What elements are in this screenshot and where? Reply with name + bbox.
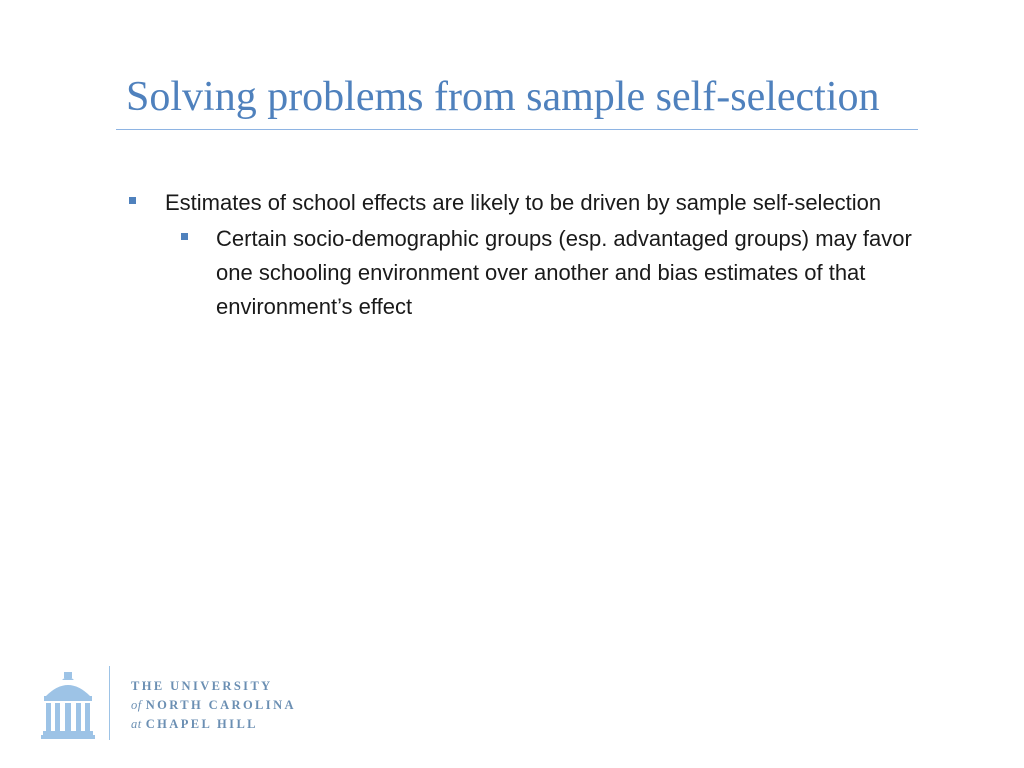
slide-title: Solving problems from sample self-selection xyxy=(126,74,880,120)
bullet-item xyxy=(126,186,915,220)
old-well-icon xyxy=(40,670,96,740)
wordmark-line3: at CHAPEL HILL xyxy=(131,717,258,731)
bullet-text: Estimates of school effects are likely to be driven by sample self-selection xyxy=(165,190,882,215)
sub-bullet-text: Certain socio-demographic groups (esp. advantaged groups) may favor one schooling environment over another and bias estimates of that environment’s effect xyxy=(216,226,912,319)
wordmark-line2: of NORTH CAROLINA xyxy=(131,698,296,712)
square-bullet-icon xyxy=(129,197,136,204)
slide-content xyxy=(126,186,926,324)
wordmark-line1: THE UNIVERSITY xyxy=(131,679,273,693)
square-bullet-icon xyxy=(181,233,188,240)
university-wordmark xyxy=(131,677,296,734)
sub-bullet-item xyxy=(126,222,926,324)
footer-divider xyxy=(109,666,110,740)
title-underline xyxy=(116,129,918,130)
